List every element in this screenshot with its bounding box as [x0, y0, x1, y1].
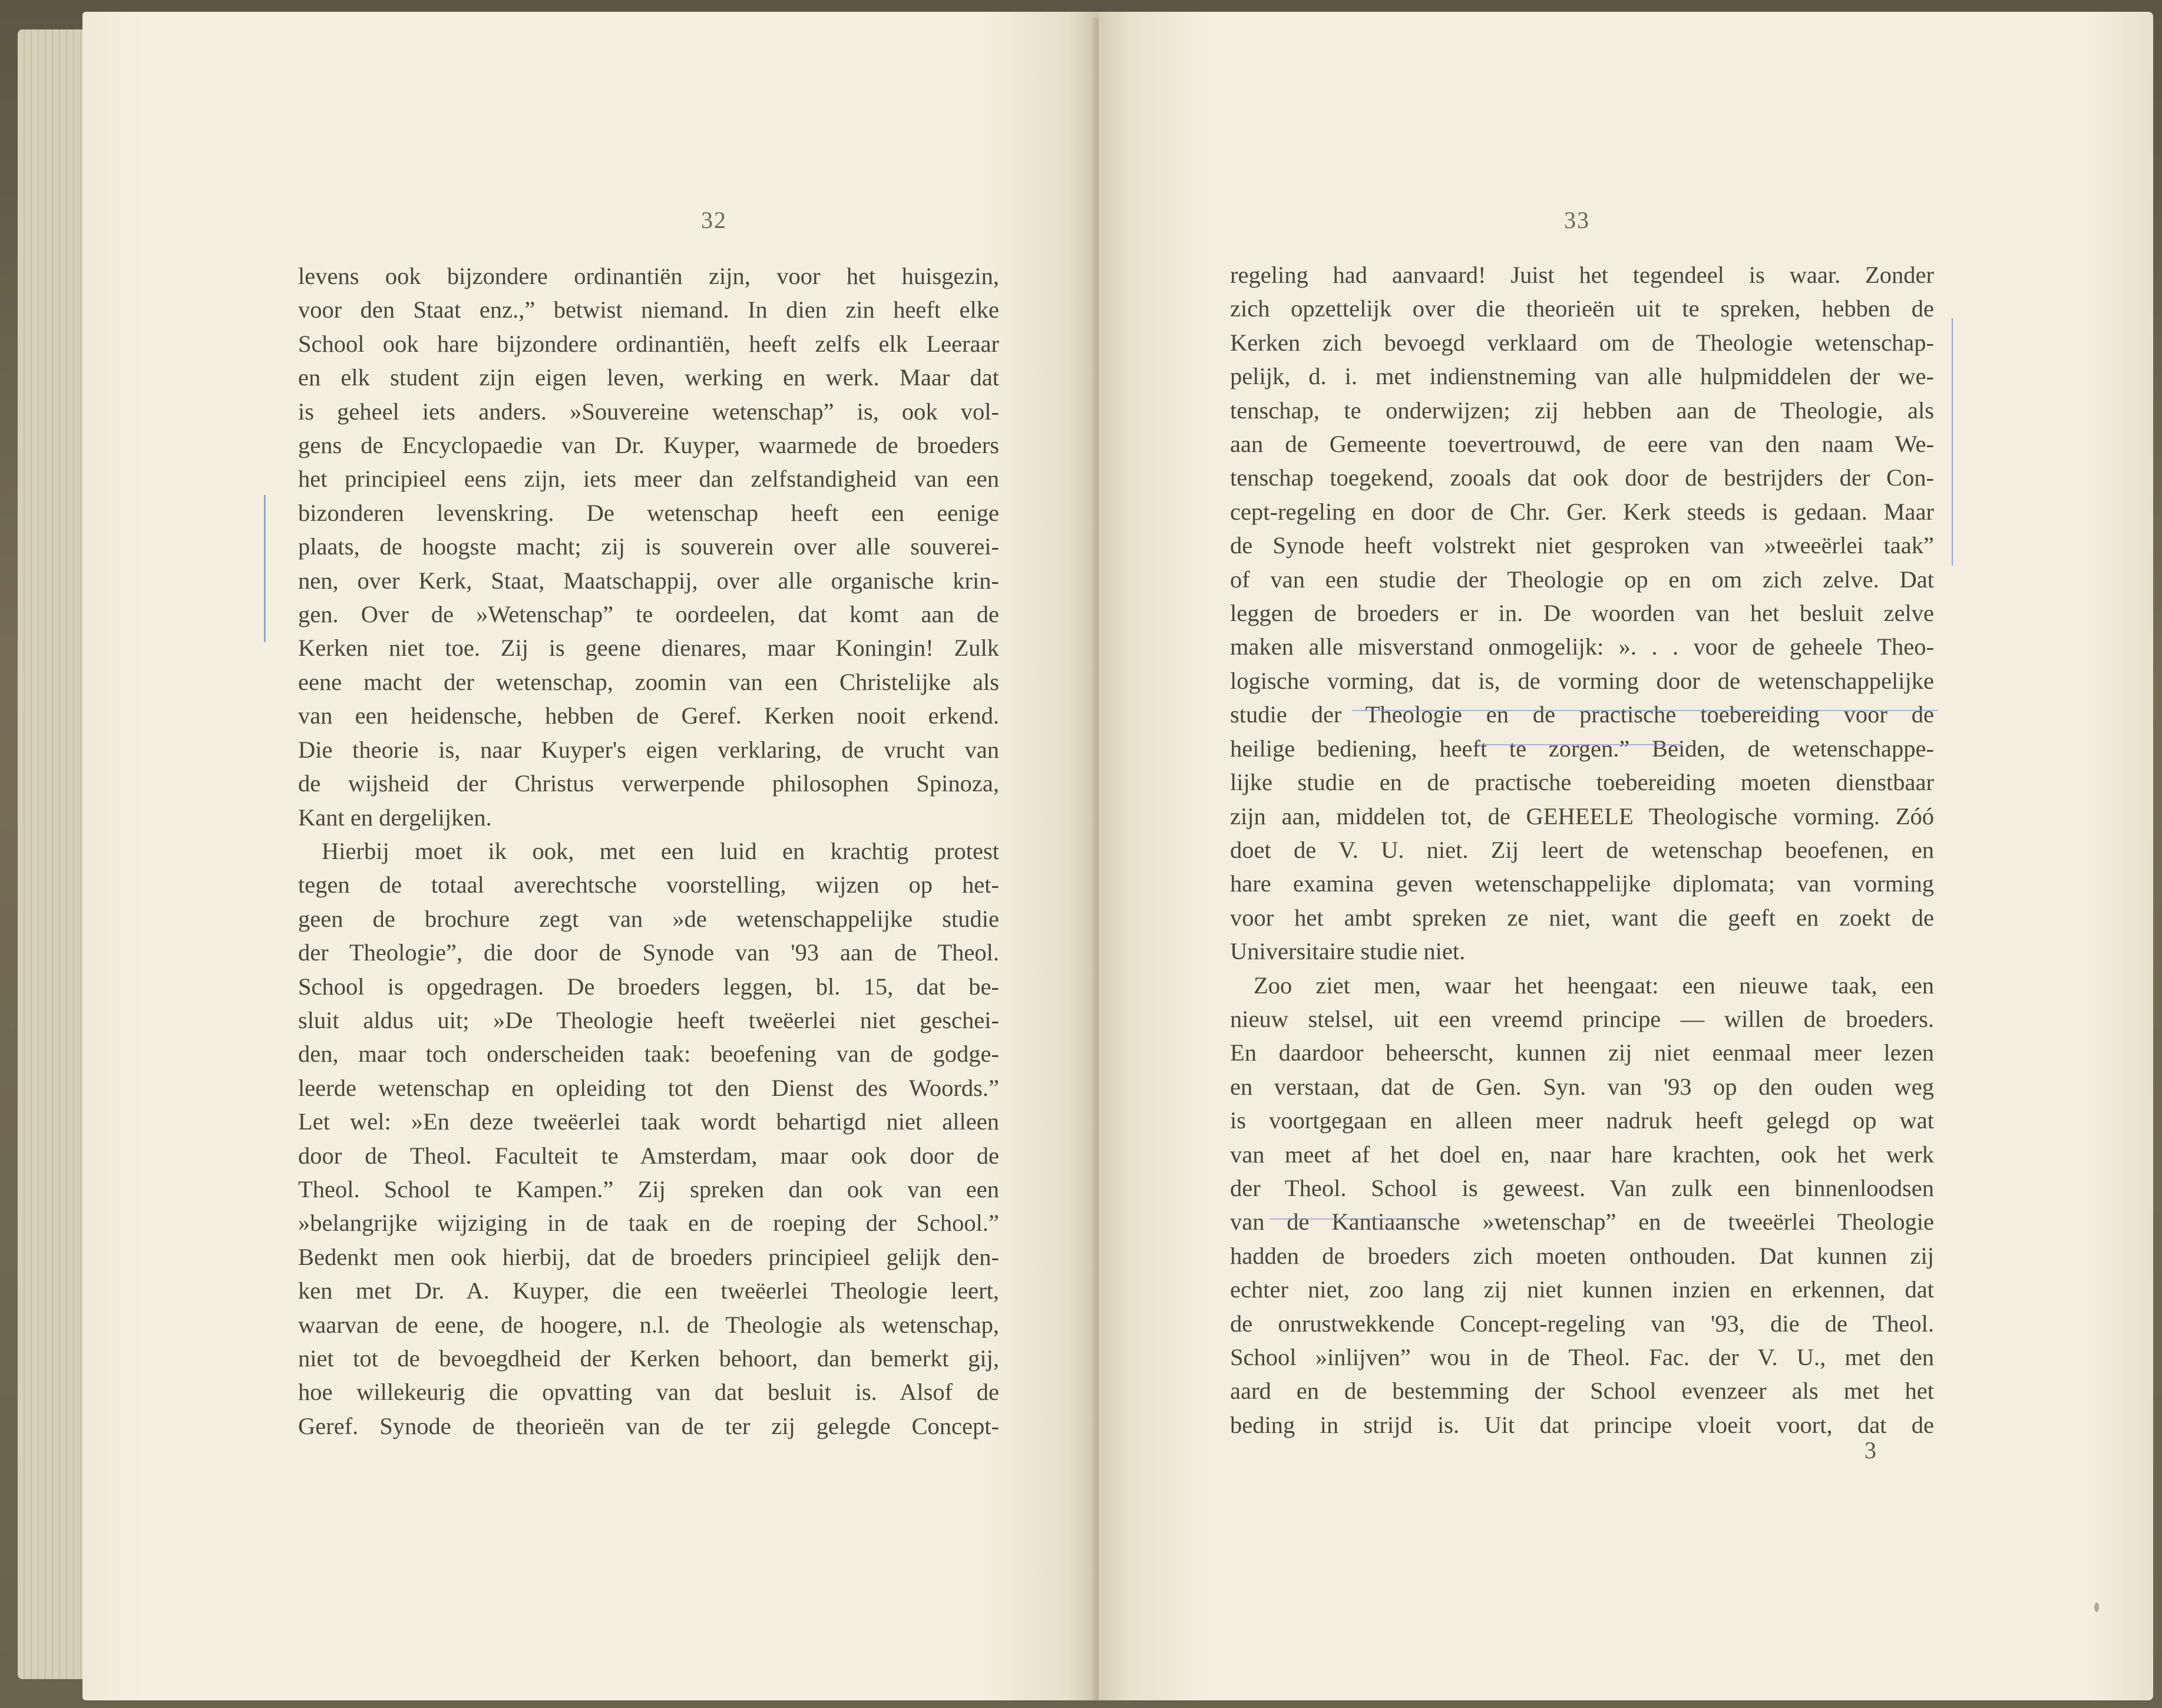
- text-line: voor den Staat enz.,” betwist niemand. In dien zin heeft elke: [298, 296, 999, 323]
- text-line: de onrustwekkende Concept-regeling van '93, die de Theol.: [1230, 1310, 1934, 1337]
- text-line: heilige bediening, heeft te zorgen.” Beiden, de wetenschappe-: [1230, 735, 1934, 762]
- left-page-number: 32: [701, 207, 727, 233]
- text-line: logische vorming, dat is, de vorming door de wetenschappelijke: [1230, 667, 1934, 694]
- pencil-underline-2: [1476, 744, 1682, 745]
- text-line: is voortgegaan en alleen meer nadruk heeft gelegd op wat: [1230, 1107, 1934, 1134]
- text-line: waarvan de eene, de hoogere, n.l. de Theologie als wetenschap,: [298, 1311, 999, 1338]
- text-line: sluit aldus uit; »De Theologie heeft tweëerlei niet geschei-: [298, 1006, 999, 1033]
- text-line: aard en de bestemming der School evenzeer als met het: [1230, 1377, 1934, 1405]
- text-line: Kant en dergelijken.: [298, 804, 492, 831]
- left-page: [82, 12, 1099, 1700]
- text-line: doet de V. U. niet. Zij leert de wetenschap beoefenen, en: [1230, 836, 1934, 863]
- text-line: bizonderen levenskring. De wetenschap heeft een eenige: [298, 499, 999, 526]
- text-line: En daardoor beheerscht, kunnen zij niet eenmaal meer lezen: [1230, 1039, 1934, 1066]
- text-line: Die theorie is, naar Kuyper's eigen verklaring, de vrucht van: [298, 736, 999, 763]
- text-line: Bedenkt men ook hierbij, dat de broeders principieel gelijk den-: [298, 1243, 999, 1270]
- text-line: gen. Over de »Wetenschap” te oordeelen, dat komt aan de: [298, 601, 999, 628]
- text-line: voor het ambt spreken ze niet, want die geeft en zoekt de: [1230, 904, 1934, 931]
- text-line: door de Theol. Faculteit te Amsterdam, maar ook door de: [298, 1142, 999, 1169]
- text-line: cept-regeling en door de Chr. Ger. Kerk steeds is gedaan. Maar: [1230, 498, 1934, 525]
- text-line: is geheel iets anders. »Souvereine wetenschap” is, ook vol-: [298, 398, 999, 425]
- text-line: van de Kantiaansche »wetenschap” en de tweeërlei Theologie: [1230, 1208, 1934, 1235]
- text-line: ken met Dr. A. Kuyper, die een tweëerlei Theologie leert,: [298, 1277, 999, 1304]
- text-line: Zoo ziet men, waar het heengaat: een nieuwe taak, een: [1254, 972, 1934, 999]
- book-spread: [18, 12, 2138, 1703]
- text-line: Kerken zich bevoegd verklaard om de Theologie wetenschap-: [1230, 329, 1934, 356]
- text-line: aan de Gemeente toevertrouwd, de eere van den naam We-: [1230, 431, 1934, 458]
- text-line: de Synode heeft volstrekt niet gesproken van »tweeërlei taak”: [1230, 532, 1934, 559]
- text-line: tenschap toegekend, zooals dat ook door de bestrijders der Con-: [1230, 464, 1934, 491]
- text-line: en verstaan, dat de Gen. Syn. van '93 op den ouden weg: [1230, 1073, 1934, 1100]
- text-line: der Theol. School is geweest. Van zulk een binnenloodsen: [1230, 1174, 1934, 1201]
- text-line: zich opzettelijk over die theorieën uit te spreken, hebben de: [1230, 295, 1934, 322]
- right-page-text: [1230, 258, 1934, 1442]
- pencil-margin-mark-right: [1952, 318, 1953, 566]
- text-line: echter niet, zoo lang zij niet kunnen inzien en erkennen, dat: [1230, 1276, 1934, 1303]
- text-line: leggen de broeders er in. De woorden van het besluit zelve: [1230, 600, 1934, 627]
- text-line: beding in strijd is. Uit dat principe vloeit voort, dat de: [1230, 1411, 1934, 1438]
- text-line: Universitaire studie niet.: [1230, 938, 1466, 965]
- text-line: School is opgedragen. De broeders leggen, bl. 15, dat be-: [298, 973, 999, 1000]
- text-line: niet tot de bevoegdheid der Kerken behoort, dan bemerkt gij,: [298, 1345, 999, 1372]
- right-page-number: 33: [1564, 207, 1590, 233]
- text-line: eene macht der wetenschap, zoomin van een Christelijke als: [298, 668, 999, 695]
- left-page-text: [298, 259, 999, 1443]
- text-line: of van een studie der Theologie op en om zich zelve. Dat: [1230, 566, 1934, 593]
- text-line: der Theologie”, die door de Synode van '93 aan de Theol.: [298, 939, 999, 966]
- text-line: van een heidensche, hebben de Geref. Kerken nooit erkend.: [298, 702, 999, 729]
- text-line: de wijsheid der Christus verwerpende philosophen Spinoza,: [298, 770, 999, 797]
- text-line: zijn aan, middelen tot, de GEHEELE Theologische vorming. Zóó: [1230, 802, 1934, 830]
- text-line: School ook hare bijzondere ordinantiën, heeft zelfs elk Leeraar: [298, 330, 999, 357]
- text-line: Kerken niet toe. Zij is geene dienares, maar Koningin! Zulk: [298, 635, 999, 662]
- text-line: studie der Theologie en de practische toebereiding voor de: [1230, 701, 1934, 728]
- pencil-underline-3: [1270, 1218, 1437, 1220]
- text-line: het principieel eens zijn, iets meer dan zelfstandigheid van een: [298, 465, 999, 493]
- text-line: van meet af het doel en, naar hare krachten, ook het werk: [1230, 1141, 1934, 1168]
- text-line: leerde wetenschap en opleiding tot den Dienst des Woords.”: [298, 1074, 999, 1101]
- pencil-underline-1: [1352, 710, 1938, 711]
- text-line: levens ook bijzondere ordinantiën zijn, voor het huisgezin,: [298, 263, 999, 289]
- text-line: plaats, de hoogste macht; zij is souverein over alle souverei-: [298, 533, 999, 560]
- signature-mark: 3: [1865, 1437, 1876, 1463]
- text-line: den, maar toch onderscheiden taak: beoefening van de godge-: [298, 1040, 999, 1068]
- text-line: hoe willekeurig die opvatting van dat besluit is. Alsof de: [298, 1379, 999, 1406]
- pencil-margin-mark: [264, 495, 266, 642]
- right-page: [1099, 12, 2153, 1700]
- text-line: Geref. Synode de theorieën van de ter zij gelegde Concept-: [298, 1412, 999, 1439]
- text-line: geen de brochure zegt van »de wetenschappelijke studie: [298, 905, 999, 932]
- text-line: lijke studie en de practische toebereiding moeten dienstbaar: [1230, 769, 1934, 796]
- text-line: Let wel: »En deze tweëerlei taak wordt behartigd niet alleen: [298, 1108, 999, 1135]
- text-line: hare examina geven wetenschappelijke diplomata; van vorming: [1230, 870, 1934, 897]
- text-line: nen, over Kerk, Staat, Maatschappij, over alle organische krin-: [298, 567, 999, 594]
- text-line: maken alle misverstand onmogelijk: ». . . voor de geheele Theo-: [1230, 633, 1934, 660]
- text-line: School »inlijven” wou in de Theol. Fac. der V. U., met den: [1230, 1344, 1934, 1370]
- text-line: pelijk, d. i. met indienstneming van alle hulpmiddelen der we-: [1230, 363, 1934, 390]
- text-line: Theol. School te Kampen.” Zij spreken dan ook van een: [298, 1175, 999, 1202]
- text-line: regeling had aanvaard! Juist het tegendeel is waar. Zonder: [1230, 262, 1934, 288]
- text-line: nieuw stelsel, uit een vreemd principe — willen de broeders.: [1230, 1005, 1934, 1032]
- text-line: »belangrijke wijziging in de taak en de roeping der School.”: [298, 1210, 999, 1237]
- text-line: tenschap, te onderwijzen; zij hebben aan de Theologie, als: [1230, 397, 1934, 424]
- text-line: hadden de broeders zich moeten onthouden. Dat kunnen zij: [1230, 1242, 1934, 1269]
- text-line: tegen de totaal averechtsche voorstelling, wijzen op het-: [298, 871, 999, 898]
- text-line: Hierbij moet ik ook, met een luid en krachtig protest: [322, 837, 999, 864]
- text-line: gens de Encyclopaedie van Dr. Kuyper, waarmede de broeders: [298, 432, 999, 459]
- text-line: en elk student zijn eigen leven, werking en werk. Maar dat: [298, 364, 999, 391]
- paper-speck: [2094, 1603, 2099, 1612]
